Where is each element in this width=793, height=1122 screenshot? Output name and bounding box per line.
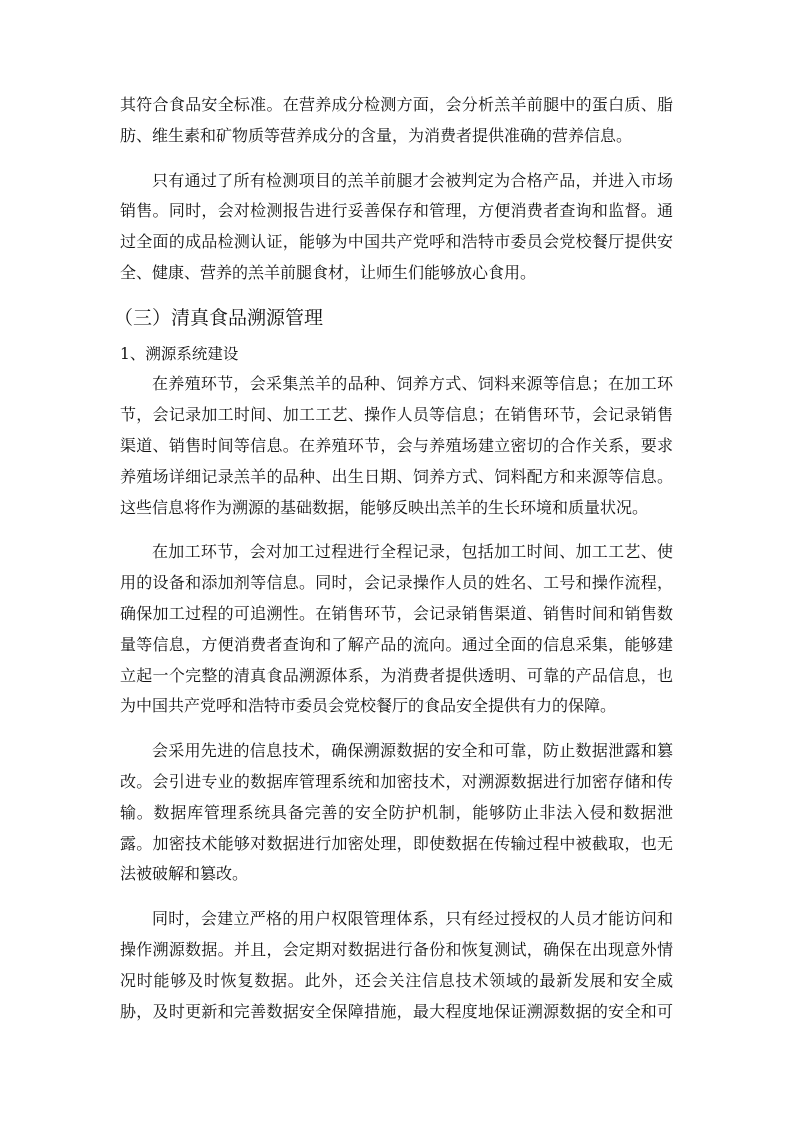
text-line: 胁，及时更新和完善数据安全保障措施，最大程度地保证溯源数据的安全和可 — [120, 1001, 673, 1021]
paragraph — [120, 369, 673, 523]
text-line: 只有通过了所有检测项目的羔羊前腿才会被判定为合格产品，并进入市场 — [152, 170, 673, 190]
text-line: 改。会引进专业的数据库管理系统和加密技术，对溯源数据进行加密存储和传 — [120, 771, 673, 791]
paragraph — [120, 904, 673, 1027]
text-line: 会采用先进的信息技术，确保溯源数据的安全和可靠，防止数据泄露和篡 — [152, 741, 673, 761]
top-paragraphs — [120, 90, 673, 289]
text-line: 在养殖环节，会采集羔羊的品种、饲养方式、饲料来源等信息；在加工环 — [152, 374, 673, 394]
paragraph — [120, 166, 673, 289]
text-line: 销售。同时，会对检测报告进行妥善保存和管理，方便消费者查询和监督。通 — [120, 201, 673, 221]
paragraph — [120, 537, 673, 722]
text-line: 用的设备和添加剂等信息。同时，会记录操作人员的姓名、工号和操作流程， — [120, 573, 673, 593]
text-line: 养殖场详细记录羔羊的品种、出生日期、饲养方式、饲料配方和来源等信息。 — [120, 466, 673, 486]
text-line: 渠道、销售时间等信息。在养殖环节，会与养殖场建立密切的合作关系，要求 — [120, 435, 673, 455]
text-line: 量等信息，方便消费者查询和了解产品的流向。通过全面的信息采集，能够建 — [120, 634, 673, 654]
text-line: 况时能够及时恢复数据。此外，还会关注信息技术领域的最新发展和安全威 — [120, 970, 673, 990]
paragraph — [120, 736, 673, 890]
document-page — [114, 90, 673, 1041]
text-line: 同时，会建立严格的用户权限管理体系，只有经过授权的人员才能访问和 — [152, 909, 673, 929]
text-line: 确保加工过程的可追溯性。在销售环节，会记录销售渠道、销售时间和销售数 — [120, 603, 673, 623]
text-line: 为中国共产党呼和浩特市委员会党校餐厅的食品安全提供有力的保障。 — [120, 696, 617, 716]
text-line: 其符合食品安全标准。在营养成分检测方面，会分析羔羊前腿中的蛋白质、脂 — [120, 95, 673, 114]
subsection-heading: 1、溯源系统建设 — [120, 344, 239, 363]
text-line: 输。数据库管理系统具备完善的安全防护机制，能够防止非法入侵和数据泄 — [120, 802, 673, 822]
text-line: 法被破解和篡改。 — [120, 864, 249, 884]
text-line: 立起一个完整的清真食品溯源体系，为消费者提供透明、可靠的产品信息，也 — [120, 665, 673, 685]
text-line: 肪、维生素和矿物质等营养成分的含量，为消费者提供准确的营养信息。 — [120, 125, 633, 145]
text-line: 这些信息将作为溯源的基础数据，能够反映出羔羊的生长环境和质量状况。 — [120, 497, 649, 517]
section-heading: （三）清真食品溯源管理 — [114, 306, 324, 329]
text-line: 操作溯源数据。并且，会定期对数据进行备份和恢复测试，确保在出现意外情 — [120, 939, 673, 959]
text-line: 过全面的成品检测认证，能够为中国共产党呼和浩特市委员会党校餐厅提供安 — [120, 232, 673, 252]
text-line: 露。加密技术能够对数据进行加密处理，即使数据在传输过程中被截取，也无 — [120, 833, 673, 853]
bottom-paragraphs — [120, 369, 673, 1027]
text-line: 全、健康、营养的羔羊前腿食材，让师生们能够放心食用。 — [120, 262, 537, 282]
text-line: 在加工环节，会对加工过程进行全程记录，包括加工时间、加工工艺、使 — [152, 542, 673, 562]
paragraph — [120, 90, 673, 152]
text-line: 节，会记录加工时间、加工工艺、操作人员等信息；在销售环节，会记录销售 — [120, 405, 673, 425]
